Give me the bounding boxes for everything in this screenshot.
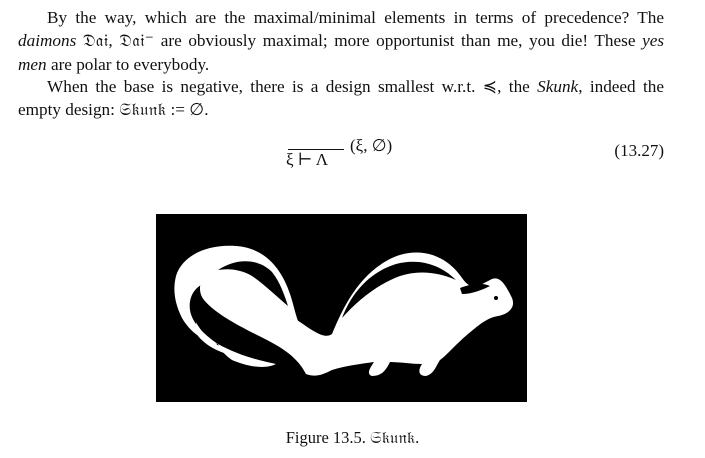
- paragraph-skunk: [18, 75, 664, 122]
- dai-minus-symbol: 𝔇𝔞𝔦⁻: [119, 31, 155, 51]
- paragraph-text: := ∅.: [166, 100, 209, 119]
- yes-men-term: yes men: [18, 31, 665, 74]
- caption-period: .: [415, 428, 420, 447]
- skunk-term: Skunk: [537, 77, 579, 96]
- skunk-symbol: 𝔖𝔨𝔲𝔫𝔨: [119, 100, 167, 120]
- paragraph-text: When the base is negative, there is a design smallest w.r.t. ≼, the: [47, 77, 538, 96]
- paragraph-text: ,: [108, 31, 120, 50]
- dai-symbol: 𝔇𝔞𝔦: [82, 31, 109, 51]
- paragraph-text: , indeed the empty design:: [18, 77, 664, 119]
- skunk-figure: [156, 214, 527, 402]
- paragraph-maximal-elements: [18, 6, 664, 76]
- caption-label: Figure 13.5.: [285, 428, 371, 447]
- inference-rule-label: (ξ, ∅): [350, 136, 393, 155]
- paragraph-text: By the way, which are the maximal/minimal elements in terms of precedence? The: [47, 8, 664, 27]
- equation-number: (13.27): [614, 141, 664, 160]
- paragraph-text: [76, 31, 83, 50]
- equation-13-27: [280, 133, 400, 173]
- caption-skunk-symbol: 𝔖𝔨𝔲𝔫𝔨: [370, 428, 416, 447]
- skunk-silhouette-image: [156, 214, 527, 402]
- daimons-term: daimons: [18, 31, 77, 50]
- figure-caption: [0, 428, 705, 448]
- paragraph-text: are obviously maximal; more opportunist than me, you die! These: [154, 31, 643, 50]
- paragraph-text: are polar to everybody.: [46, 55, 210, 74]
- inference-conclusion: ξ ⊢ Λ: [286, 150, 329, 169]
